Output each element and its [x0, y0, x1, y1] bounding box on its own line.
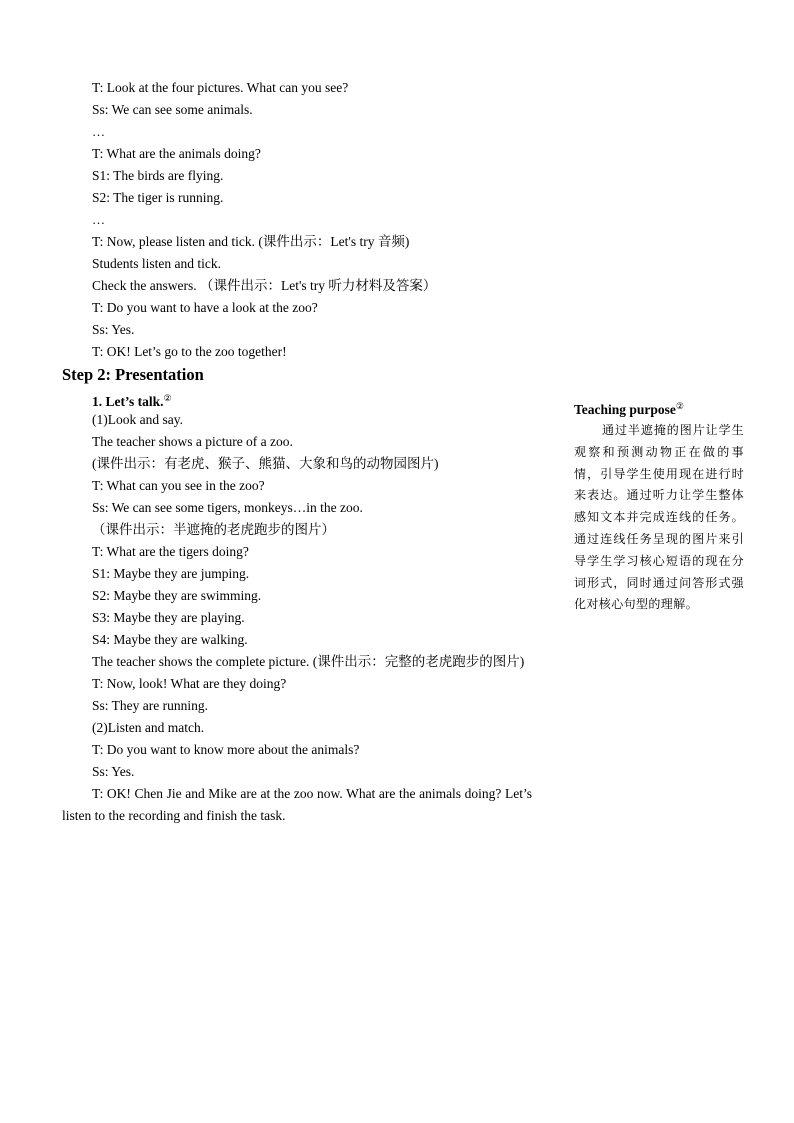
dialogue-line: T: What are the tigers doing? [92, 544, 249, 559]
dialogue-line: T: What can you see in the zoo? [92, 478, 265, 493]
dialogue-line: S1: Maybe they are jumping. [92, 566, 250, 581]
dialogue-line: Ss: Yes. [92, 322, 135, 337]
dialogue-line: S2: The tiger is running. [92, 190, 224, 205]
dialogue-line: (1)Look and say. [92, 412, 183, 427]
dialogue-line: T: OK! Let’s go to the zoo together! [92, 344, 287, 359]
complete-picture-paragraph: The teacher shows the complete picture. (课件出示：完整的老虎跑步的图片) [92, 654, 525, 669]
zoo-task-paragraph: T: OK! Chen Jie and Mike are at the zoo now. What are the animals doing? Let’s listen to the recording and finish the task. [62, 786, 532, 823]
warm-up-dialogue [62, 77, 532, 363]
dialogue-line: T: What are the animals doing? [92, 146, 261, 161]
listen-and-match-dialogue [62, 673, 532, 783]
dialogue-line: T: Look at the four pictures. What can you see? [92, 80, 349, 95]
teaching-purpose-title [574, 396, 744, 420]
dialogue-line: S3: Maybe they are playing. [92, 610, 245, 625]
teaching-purpose-label: Teaching purpose [574, 402, 676, 417]
dialogue-line: S4: Maybe they are walking. [92, 632, 248, 647]
dialogue-line: Ss: We can see some tigers, monkeys…in the zoo. [92, 500, 363, 515]
dialogue-line: （课件出示：半遮掩的老虎跑步的图片） [92, 522, 335, 537]
dialogue-line: … [92, 212, 106, 227]
footnote-mark: ② [675, 401, 684, 411]
teaching-purpose-body: 通过半遮掩的图片让学生观察和预测动物正在做的事情，引导学生使用现在进行时来表达。通过听力让学生整体感知文本并完成连线的任务。通过连线任务呈现的图片来引导学生学习核心短语的现在分词形式，同时通过问答形式强化对核心句型的理解。 [574, 423, 744, 612]
teaching-purpose-note [574, 396, 744, 616]
dialogue-line: The teacher shows a picture of a zoo. [92, 434, 293, 449]
look-and-say-dialogue [62, 409, 532, 651]
dialogue-line: T: Now, please listen and tick. (课件出示：Let's try 音频) [92, 234, 410, 249]
dialogue-line: Ss: They are running. [92, 698, 208, 713]
dialogue-line: Check the answers. （课件出示：Let's try 听力材料及答案） [92, 278, 437, 293]
step-heading: Step 2: Presentation [62, 365, 204, 384]
dialogue-line: … [92, 124, 106, 139]
dialogue-line: (课件出示：有老虎、猴子、熊猫、大象和鸟的动物园图片) [92, 456, 439, 471]
dialogue-line: Ss: We can see some animals. [92, 102, 253, 117]
dialogue-line: Ss: Yes. [92, 764, 135, 779]
lets-talk-heading [62, 387, 532, 409]
lesson-plan-main [62, 77, 532, 827]
dialogue-line: Students listen and tick. [92, 256, 221, 271]
dialogue-line: T: Now, look! What are they doing? [92, 676, 287, 691]
dialogue-line: S1: The birds are flying. [92, 168, 224, 183]
dialogue-line: S2: Maybe they are swimming. [92, 588, 262, 603]
dialogue-line: T: Do you want to know more about the animals? [92, 742, 360, 757]
dialogue-line: T: Do you want to have a look at the zoo? [92, 300, 318, 315]
lets-talk-label: 1. Let’s talk. [92, 394, 164, 409]
footnote-mark: ② [163, 393, 172, 403]
dialogue-line: (2)Listen and match. [92, 720, 205, 735]
